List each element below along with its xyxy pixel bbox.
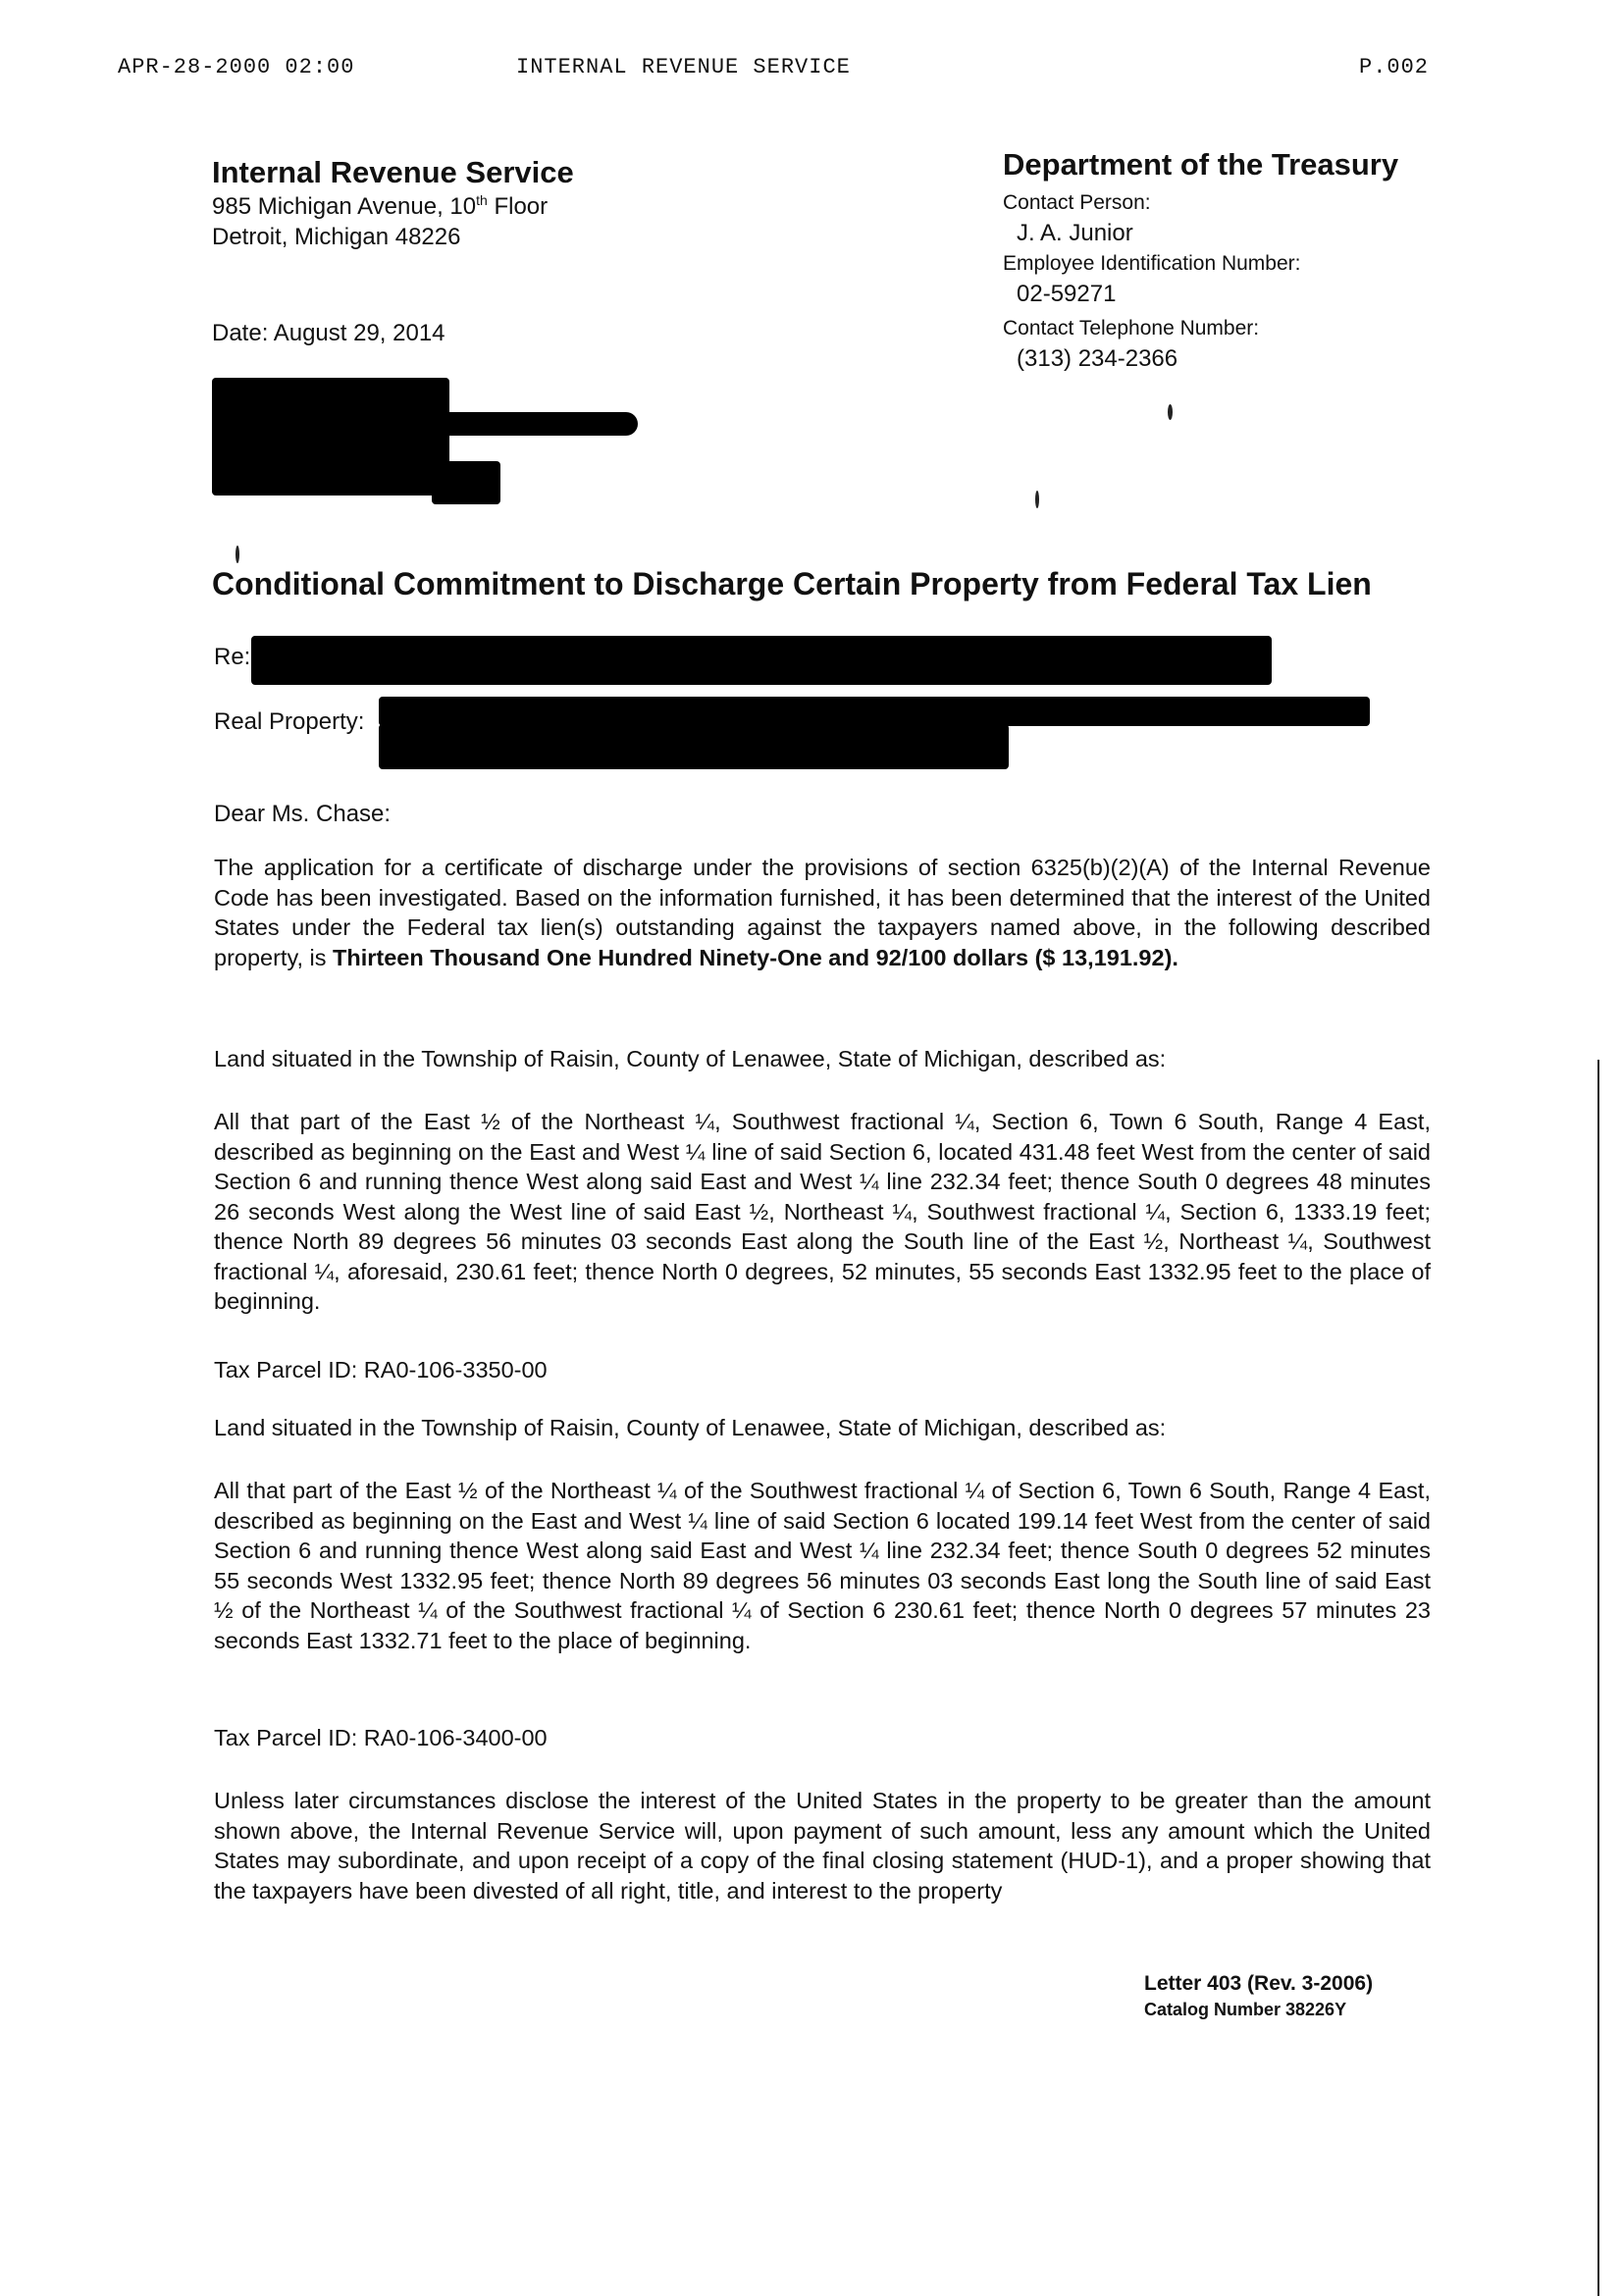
fax-page-number: P.002: [1359, 55, 1430, 79]
redaction-block: [379, 697, 1370, 726]
tax-parcel-id-2: Tax Parcel ID: RA0-106-3400-00: [214, 1725, 548, 1750]
redaction-block: [432, 461, 500, 504]
sender-agency: Internal Revenue Service: [212, 155, 574, 189]
redaction-block: [379, 724, 1009, 769]
tax-parcel-id-1: Tax Parcel ID: RA0-106-3350-00: [214, 1357, 548, 1383]
fax-datetime: APR-28-2000 02:00: [118, 55, 355, 79]
scan-speck: [1035, 491, 1039, 508]
employee-id: 02-59271: [1017, 281, 1117, 307]
phone-label: Contact Telephone Number:: [1003, 317, 1260, 339]
scan-speck: [235, 546, 239, 563]
department-name: Department of the Treasury: [1003, 147, 1399, 182]
redaction-block: [212, 378, 449, 496]
paragraph-conditions: Unless later circumstances disclose the interest of the United States in the property to be greater than the amount shown above, the Internal Revenue Service will, upon payment of such amount, less any amount which the United States may subordinate, and upon receipt of a copy of the final closing statement (HUD-1), and a proper showing that the taxpayers have been divested of all right, title, and interest to the property: [214, 1788, 1431, 1904]
real-property-label: Real Property:: [214, 708, 365, 735]
land-intro-2: Land situated in the Township of Raisin, County of Lenawee, State of Michigan, described as:: [214, 1415, 1167, 1440]
sender-address-line2: Detroit, Michigan 48226: [212, 224, 461, 250]
letter-subject: Conditional Commitment to Discharge Certain Property from Federal Tax Lien: [212, 566, 1372, 601]
paragraph-lien-interest: The application for a certificate of discharge under the provisions of section 6325(b)(2)(A) of the Internal Revenue Code has been investigated. Based on the information furnished, it has been determined that the interest of the United States under the Federal tax lien(s) outstanding against the taxpayers named above, in the following described property, is Thirteen Thousand One Hundred Ninety-One and 92/100 dollars ($ 13,191.92).: [214, 855, 1431, 970]
form-number: Letter 403 (Rev. 3-2006): [1144, 1972, 1374, 1995]
land-description-1: All that part of the East ½ of the Northeast ¼, Southwest fractional ¼, Section 6, Town 6 South, Range 4 East, described as beginning on the East and West ¼ line of said Section 6, located 431.48 feet West from the center of said Section 6 and running thence West along said East and West ¼ line 232.34 feet; thence South 0 degrees 48 minutes 26 seconds West along the West line of said East ½, Northeast ¼, Southwest fractional ¼, Section 6, 1333.19 feet; thence North 89 degrees 56 minutes 03 seconds East along the South line of the East ½, Northeast ¼, Southwest fractional ¼, aforesaid, 230.61 feet; thence North 0 degrees, 52 minutes, 55 seconds East 1332.95 feet to the place of beginning.: [214, 1109, 1431, 1314]
redaction-block: [432, 412, 638, 436]
letter-date: Date: August 29, 2014: [212, 320, 445, 346]
employee-id-label: Employee Identification Number:: [1003, 252, 1301, 275]
land-intro-1: Land situated in the Township of Raisin, County of Lenawee, State of Michigan, described as:: [214, 1046, 1167, 1071]
re-label: Re:: [214, 644, 251, 670]
sender-address-line1: 985 Michigan Avenue, 10th Floor: [212, 192, 549, 220]
contact-phone: (313) 234-2366: [1017, 345, 1178, 372]
fax-sender: INTERNAL REVENUE SERVICE: [516, 55, 851, 79]
land-description-2: All that part of the East ½ of the Northeast ¼ of the Southwest fractional ¼ of Section 6, Town 6 South, Range 4 East, described as beginning on the East and West ¼ line of said Section 6 located 199.14 feet West from the center of said Section 6 and running thence West along said East and West ¼ line 232.34 feet; thence South 0 degrees 52 minutes 55 seconds West 1332.95 feet; thence North 89 degrees 56 minutes 03 seconds East long the South line of said East ½ of the Northeast ¼ of the Southwest fractional ¼ of Section 6 230.61 feet; thence North 0 degrees 57 minutes 23 seconds East 1332.71 feet to the place of beginning.: [214, 1478, 1431, 1653]
catalog-number: Catalog Number 38226Y: [1144, 2000, 1347, 2019]
scan-speck: [1168, 404, 1173, 420]
salutation: Dear Ms. Chase:: [214, 801, 392, 827]
contact-person: J. A. Junior: [1017, 220, 1133, 246]
lien-amount: Thirteen Thousand One Hundred Ninety-One and 92/100 dollars ($ 13,191.92).: [333, 944, 1178, 970]
redaction-block: [251, 636, 1272, 685]
scan-edge-line: [1597, 1060, 1599, 2296]
contact-person-label: Contact Person:: [1003, 191, 1151, 214]
